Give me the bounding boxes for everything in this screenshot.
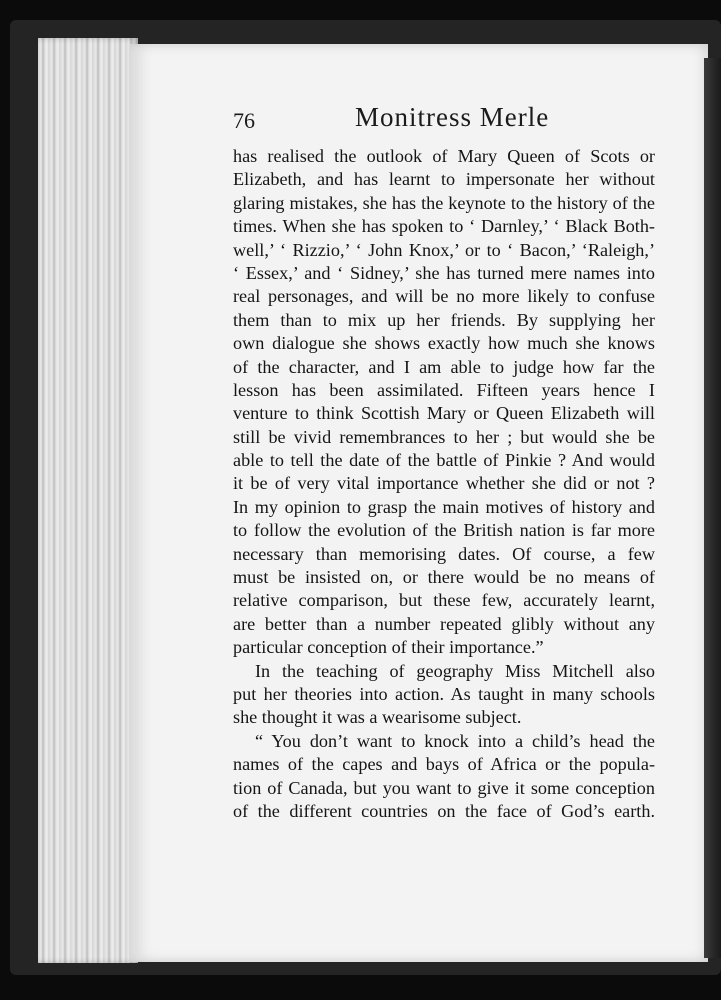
text-line: relative comparison, but these few, accurately learnt, [233,590,655,611]
text-line: necessary than memorising dates. Of course, a few [233,543,655,564]
text-line: In the teaching of geography Miss Mitchell also [255,660,655,681]
text-line: ‘ Essex,’ and ‘ Sidney,’ she has turned mere names into [233,262,655,283]
text-line: it be of very vital importance whether she did or not ? [233,473,655,494]
text-line: own dialogue she shows exactly how much she knows [233,333,655,354]
text-line: put her theories into action. As taught in many schools [233,683,655,704]
page-header [233,102,653,142]
text-line: lesson has been assimilated. Fifteen years hence I [233,379,655,400]
text-line: venture to think Scottish Mary or Queen Elizabeth will [233,403,655,424]
book-spine-edge [704,58,721,958]
text-line: able to tell the date of the battle of Pinkie ? And would [233,450,655,471]
text-line: tion of Canada, but you want to give it some conception [233,777,655,798]
text-line: particular conception of their importance.” [233,637,544,658]
text-line: real personages, and will be no more likely to confuse [233,286,655,307]
text-line: names of the capes and bays of Africa or the popula- [233,754,655,775]
text-line: of the character, and I am able to judge how far the [233,356,655,377]
text-line: has realised the outlook of Mary Queen of Scots or [233,146,655,166]
text-line: she thought it was a wearisome subject. [233,707,522,728]
text-line: Elizabeth, and has learnt to impersonate her without [233,169,655,190]
text-line: are better than a number repeated glibly without any [233,613,655,634]
text-line: well,’ ‘ Rizzio,’ ‘ John Knox,’ or to ‘ Bacon,’ ‘Raleigh,’ [233,239,655,260]
text-line: them than to mix up her friends. By supplying her [233,309,655,330]
text-line: to follow the evolution of the British nation is far more [233,520,655,541]
running-title: Monitress Merle [355,102,550,132]
page-number: 76 [233,108,255,133]
body-text [233,145,655,823]
text-line: must be insisted on, or there would be no means of [233,567,655,588]
text-line: still be vivid remembrances to her ; but would she be [233,426,655,447]
text-line: In my opinion to grasp the main motives of history and [233,496,655,517]
page-edges [38,38,138,963]
text-line: “ You don’t want to knock into a child’s head the [255,730,655,751]
text-line: glaring mistakes, she has the keynote to the history of the [233,192,655,213]
text-line: of the different countries on the face of God’s earth. [233,800,655,821]
text-line: times. When she has spoken to ‘ Darnley,’ ‘ Black Both- [233,216,655,237]
